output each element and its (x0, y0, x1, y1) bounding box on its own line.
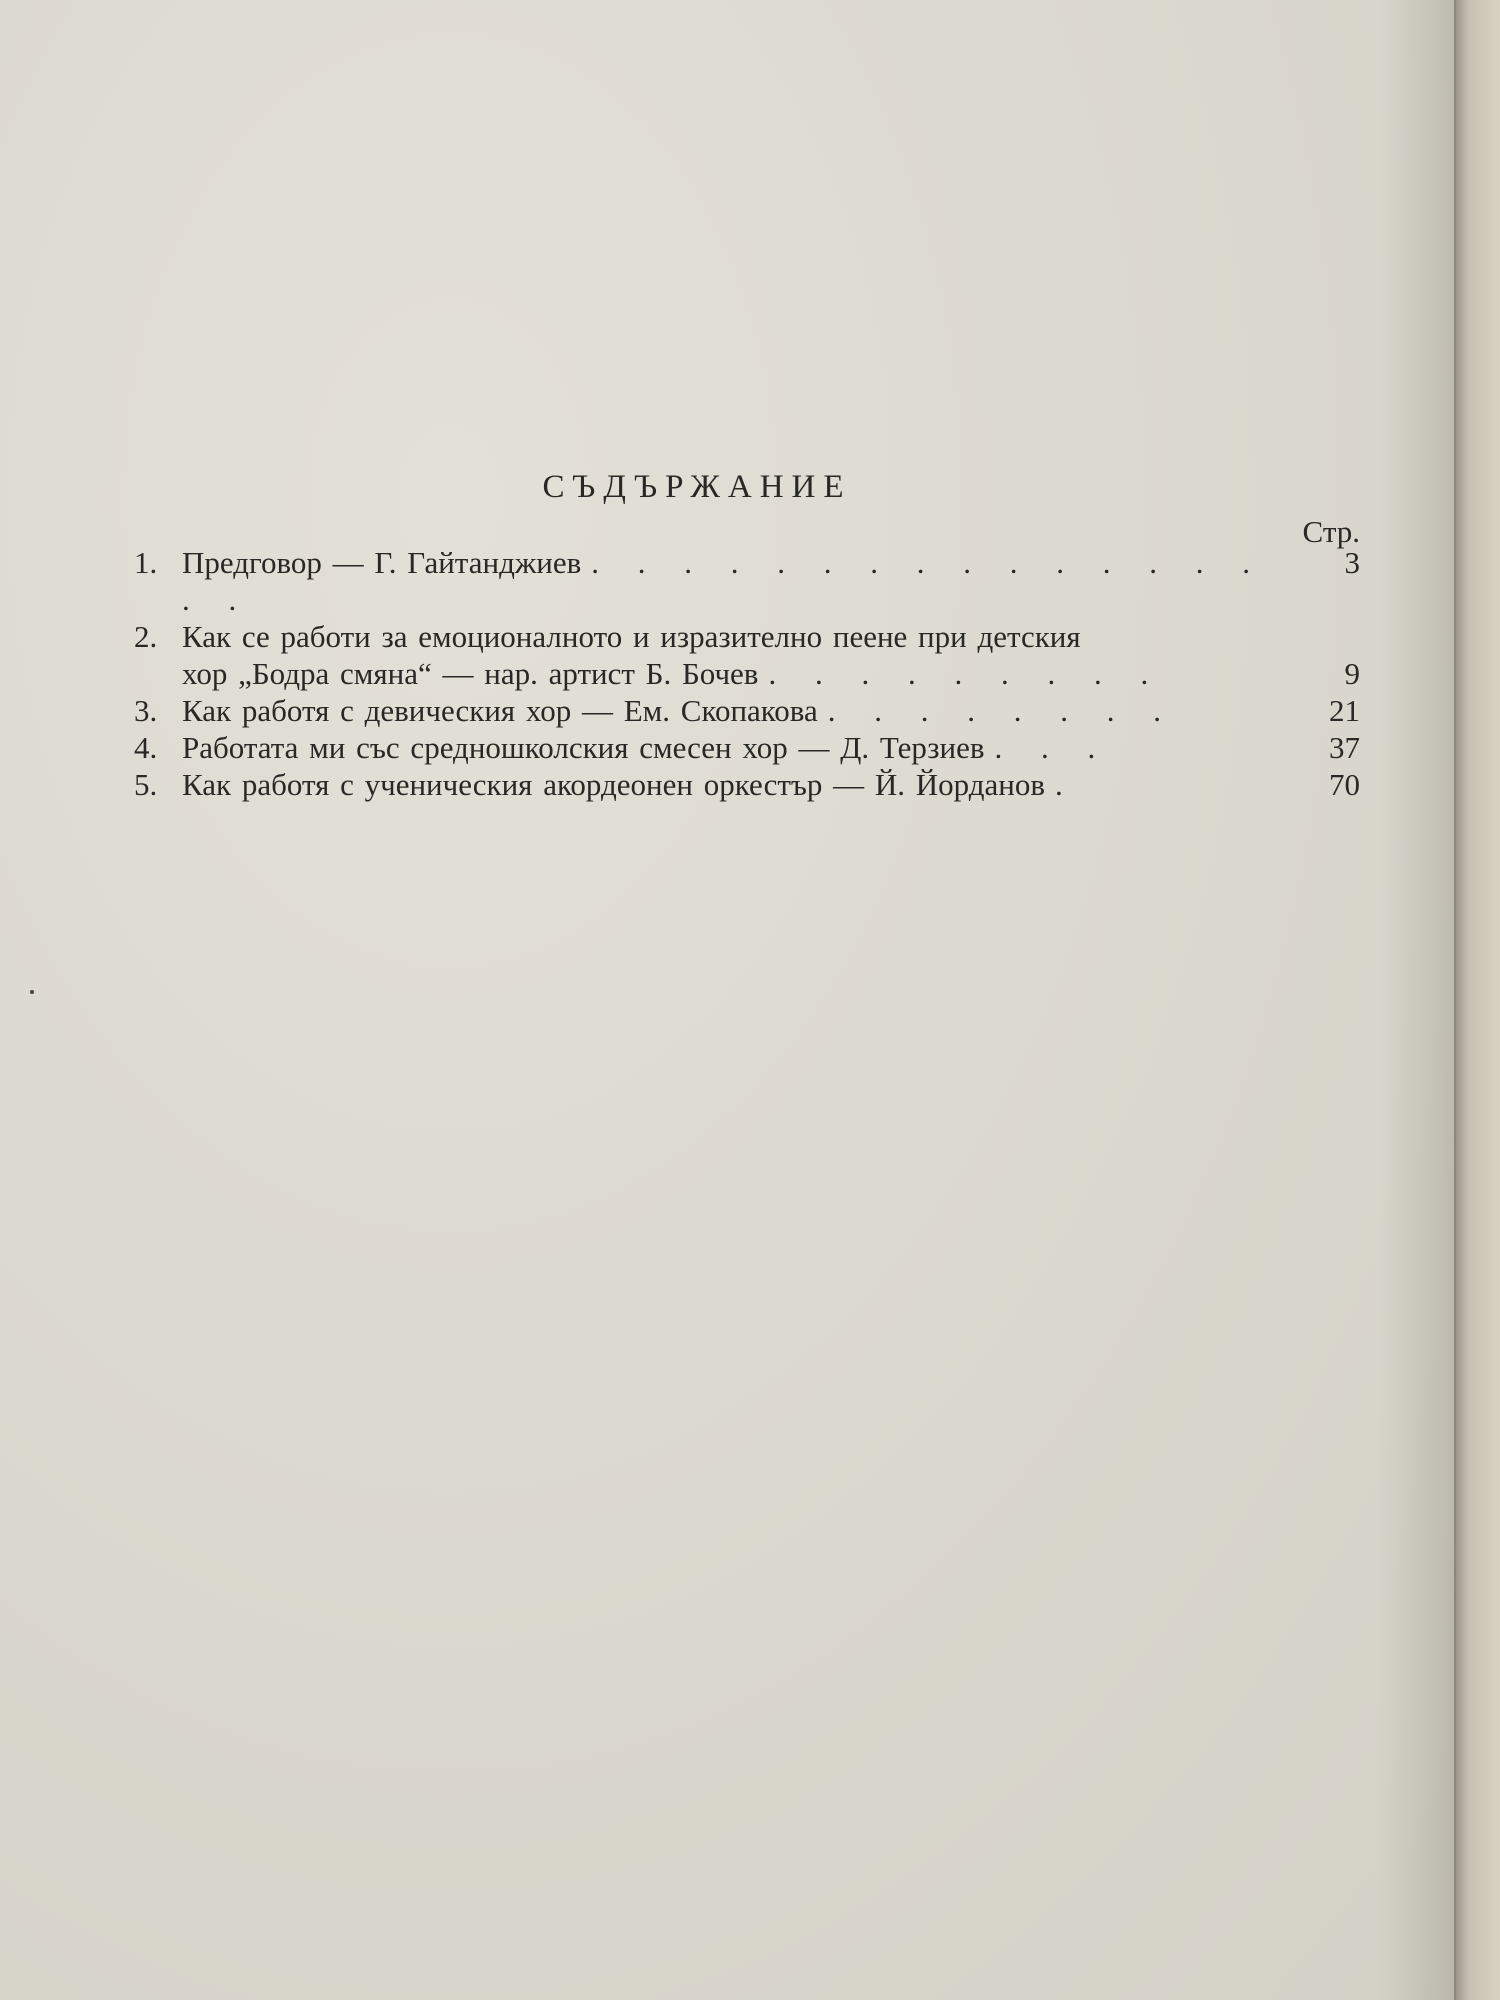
paper-speck (30, 990, 34, 994)
toc-entry-number: 5. (134, 767, 158, 802)
page-edge (1454, 0, 1500, 2000)
toc-entry-1 (134, 544, 1360, 618)
toc-entry-page: 21 (1329, 693, 1360, 728)
toc-entry-5 (134, 766, 1360, 803)
toc-entry-title-line: Работата ми със средношколския смесен хор — Д. Терзиев (182, 730, 985, 765)
toc-entry-title-line: Как работя с ученическия акордеонен оркестър — Й. Йорданов (182, 767, 1046, 802)
toc-title: СЪДЪРЖАНИЕ (542, 469, 852, 505)
toc-dot-leader: . . . . . . . . . . . . . . . . . (182, 545, 1265, 617)
toc-entry-page: 3 (1344, 545, 1360, 580)
toc-entry-title-line: хор „Бодра смяна“ — нар. артист Б. Бочев (182, 656, 759, 691)
toc-entry-2 (134, 618, 1360, 655)
toc-page-column-header: Стр. (1302, 514, 1360, 549)
toc-entry-title-line: Как работя с девическия хор — Ем. Скопакова (182, 693, 818, 728)
toc-entry-number: 1. (134, 545, 158, 580)
toc-entry-4 (134, 729, 1360, 766)
toc-entry-title (182, 692, 1280, 729)
toc-entry-page: 70 (1329, 767, 1360, 802)
toc-entry-title (182, 544, 1280, 618)
toc-entry-2-continuation (134, 655, 1360, 692)
toc-entry-title: Как се работи за емоционалното и изразително пеене при детския (182, 619, 1081, 654)
toc-entry-page: 37 (1329, 730, 1360, 765)
toc-entry-title (182, 729, 1280, 766)
toc-dot-leader: . . . (994, 730, 1110, 765)
toc-entry-number: 3. (134, 693, 158, 728)
toc-entry-3 (134, 692, 1360, 729)
toc-entry-title (182, 766, 1280, 803)
toc-entry-number: 4. (134, 730, 158, 765)
toc-dot-leader: . . . . . . . . (827, 693, 1176, 728)
toc-entry-number: 2. (134, 619, 158, 654)
toc-dot-leader: . . . . . . . . . (768, 656, 1163, 691)
toc-dot-leader: . (1055, 767, 1077, 802)
toc-list (134, 544, 1360, 803)
toc-entry-title-line: Предговор — Г. Гайтанджиев (182, 545, 582, 580)
toc-entry-page: 9 (1344, 656, 1360, 691)
toc-entry-title (182, 655, 1280, 692)
